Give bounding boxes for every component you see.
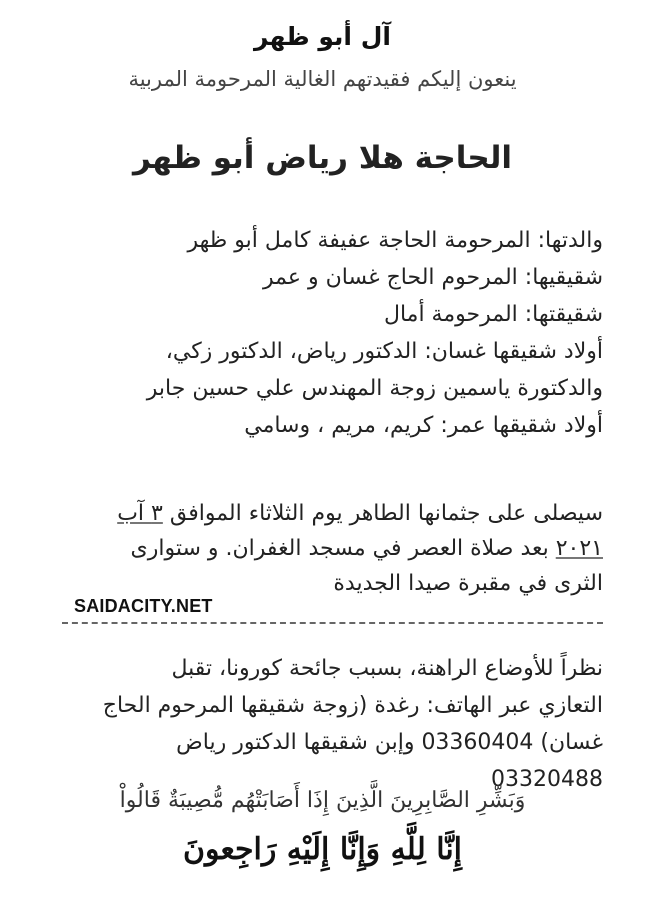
quran-verse-line-2: إِنَّا لِلَّهِ وَإِنَّا إِلَيْهِ رَاجِعونَ: [182, 832, 463, 867]
relatives-line-nephews-ghassan: أولاد شقيقها غسان: الدكتور رياض، الدكتور زكي،: [165, 339, 603, 364]
relatives-line-nephews-ghassan-cont: والدكتورة ياسمين زوجة المهندس علي حسين جابر: [146, 376, 603, 401]
funeral-prayer-text: سيصلى على جثمانها الطاهر يوم الثلاثاء الموافق: [162, 501, 603, 526]
condolence-line-1: نظراً للأوضاع الراهنة، بسبب جائحة كورونا، تقبل: [171, 656, 603, 681]
condolence-line-4: 03320488: [491, 767, 603, 792]
funeral-date: ٣ آب: [117, 501, 163, 526]
funeral-line-2: [33, 531, 603, 566]
relatives-line-mother: والدتها: المرحومة الحاجة عفيفة كامل أبو ظهر: [187, 228, 603, 253]
quran-verse-line-1: وَبَشِّرِ الصَّابِرِينَ الَّذِينَ إِذَا أَصَابَتْهُم مُّصِيبَةٌ قَالُواْ: [119, 788, 526, 813]
funeral-year: ٢٠٢١: [555, 536, 603, 561]
condolence-info: [28, 650, 603, 798]
relatives-line-brothers: شقيقيها: المرحوم الحاج غسان و عمر: [263, 265, 603, 290]
condolence-line-3: غسان) 03360404 وإبن شقيقها الدكتور رياض: [176, 730, 603, 755]
relatives-line-sister: شقيقتها: المرحومة أمال: [383, 302, 603, 327]
funeral-line-3: الثرى في مقبرة صيدا الجديدة: [333, 571, 603, 596]
relatives-line-nephews-omar: أولاد شقيقها عمر: كريم، مريم ، وسامي: [244, 413, 603, 438]
condolence-line-2: التعازي عبر الهاتف: رغدة (زوجة شقيقها المرحوم الحاج: [102, 693, 603, 718]
deceased-name: الحاجة هلا رياض أبو ظهر: [132, 140, 513, 176]
section-divider: [62, 622, 603, 624]
relatives-list: [33, 222, 603, 444]
funeral-mosque-text: بعد صلاة العصر في مسجد الغفران. و ستوارى: [130, 536, 556, 561]
funeral-details: [33, 496, 603, 601]
family-name-heading: آل أبو ظهر: [254, 22, 391, 51]
announcement-line: ينعون إليكم فقيدتهم الغالية المرحومة المربية: [128, 67, 517, 91]
saidacity-watermark: SAIDACITY.NET: [74, 596, 213, 616]
funeral-line-1: [33, 496, 603, 531]
